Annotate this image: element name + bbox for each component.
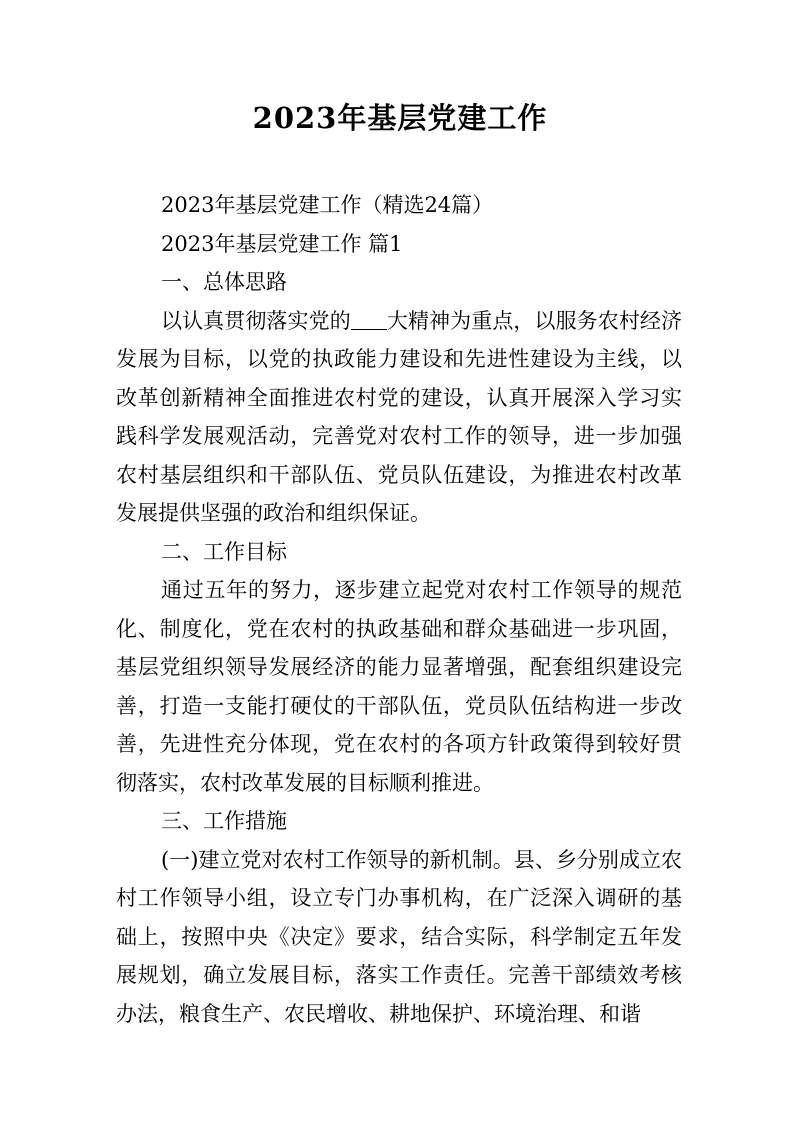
section-heading-2: 二、工作目标 bbox=[161, 539, 287, 564]
section-paragraph-2: 通过五年的努力，逐步建立起党对农村工作领导的规范化、制度化，党在农村的执政基础和群众基础进一步巩固，基层党组织领导发展经济的能力显著增强，配套组织建设完善，打造一支能打硬仗的干部队伍，党员队伍结构进一步改善，先进性充分体现，党在农村的各项方针政策得到较好贯彻落实，农村改革发展的目标顺利推进。 bbox=[116, 578, 682, 795]
document-subtitle: 2023年基层党建工作（精选24篇） bbox=[161, 193, 494, 217]
document-title: 2023年基层党建工作 bbox=[252, 101, 548, 135]
part-heading: 2023年基层党建工作 篇1 bbox=[161, 231, 403, 256]
section-paragraph-1 bbox=[116, 302, 682, 533]
document-body bbox=[116, 186, 682, 1033]
paragraph-1-text-end: 大精神为重点，以服务农村经济发展为目标，以党的执政能力建设和先进性建设为主线，以改革创新精神全面推进农村党的建设，认真开展深入学习实践科学发展观活动，完善党对农村工作的领导，进一步加强农村基层组织和干部队伍、党员队伍建设，为推进农村改革发展提供坚强的政治和组织保证。 bbox=[116, 308, 683, 525]
section-heading-1: 一、总体思路 bbox=[161, 270, 287, 294]
section-heading-3: 三、工作措施 bbox=[161, 809, 287, 833]
section-paragraph-3: (一)建立党对农村工作领导的新机制。县、乡分别成立农村工作领导小组，设立专门办事机构，在广泛深入调研的基础上，按照中央《决定》要求，结合实际，科学制定五年发展规划，确立发展目标，落实工作责任。完善干部绩效考核办法，粮食生产、农民增收、耕地保护、环境治理、和谐 bbox=[116, 847, 682, 1026]
paragraph-1-text-start: 以认真贯彻落实党的 bbox=[161, 308, 351, 333]
fill-in-blank bbox=[351, 308, 387, 330]
